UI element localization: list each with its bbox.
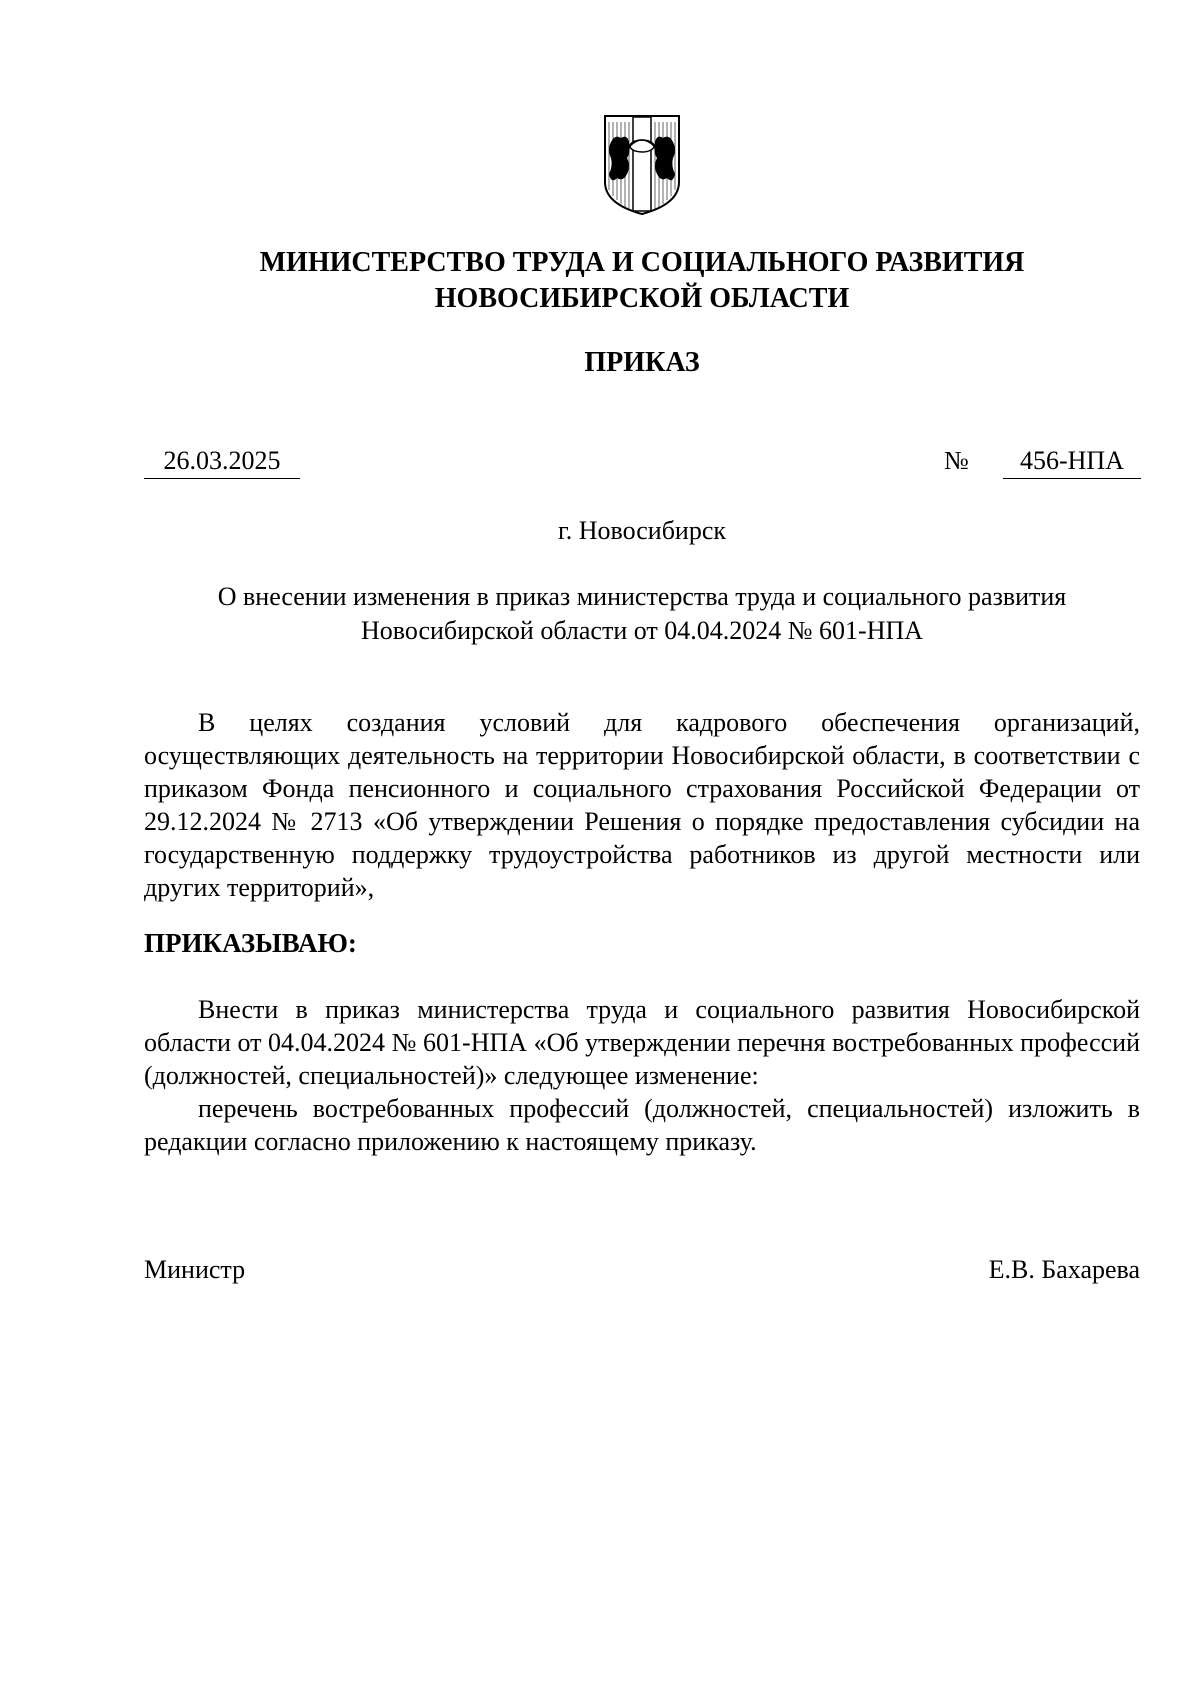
order-word: ПРИКАЗЫВАЮ: [144, 928, 357, 958]
order-item-1: Внести в приказ министерства труда и социального развития Новосибирской области от 04.04.2024 № 601-НПА «Об утверждении перечня востребованных профессий (должностей, специальностей)» следующее изменение: [144, 995, 1140, 1090]
document-number: 456-НПА [1003, 444, 1141, 479]
subject-line1: О внесении изменения в приказ министерства труда и социального развития [217, 582, 1067, 611]
order-item-2: перечень востребованных профессий (должностей, специальностей) изложить в редакции согласно приложению к настоящему приказу. [144, 1094, 1140, 1156]
subject-line2: Новосибирской области от 04.04.2024 № 601-НПА [360, 616, 924, 645]
document-date: 26.03.2025 [144, 444, 300, 479]
signatory-name: Е.В. Бахарева [988, 1255, 1140, 1284]
document-subject [144, 580, 1140, 648]
ministry-name-line1: МИНИСТЕРСТВО ТРУДА И СОЦИАЛЬНОГО РАЗВИТИЯ [259, 247, 1025, 278]
coat-of-arms-icon [601, 112, 683, 218]
preamble-paragraph: В целях создания условий для кадрового обеспечения организаций, осуществляющих деятельность на территории Новосибирской области, в соответствии с приказом Фонда пенсионного и социального страхования Российской Федерации от 29.12.2024 № 2713 «Об утверждении Решения о порядке предоставления субсидии на государственную поддержку трудоустройства работников из другой местности или других территорий», [144, 708, 1140, 902]
number-sign: № [944, 446, 969, 475]
ministry-name-line2: НОВОСИБИРСКОЙ ОБЛАСТИ [434, 283, 850, 314]
ministry-name [144, 245, 1140, 317]
document-type: ПРИКАЗ [584, 347, 700, 378]
document-city: г. Новосибирск [557, 516, 727, 545]
signatory-title: Министр [144, 1255, 246, 1284]
